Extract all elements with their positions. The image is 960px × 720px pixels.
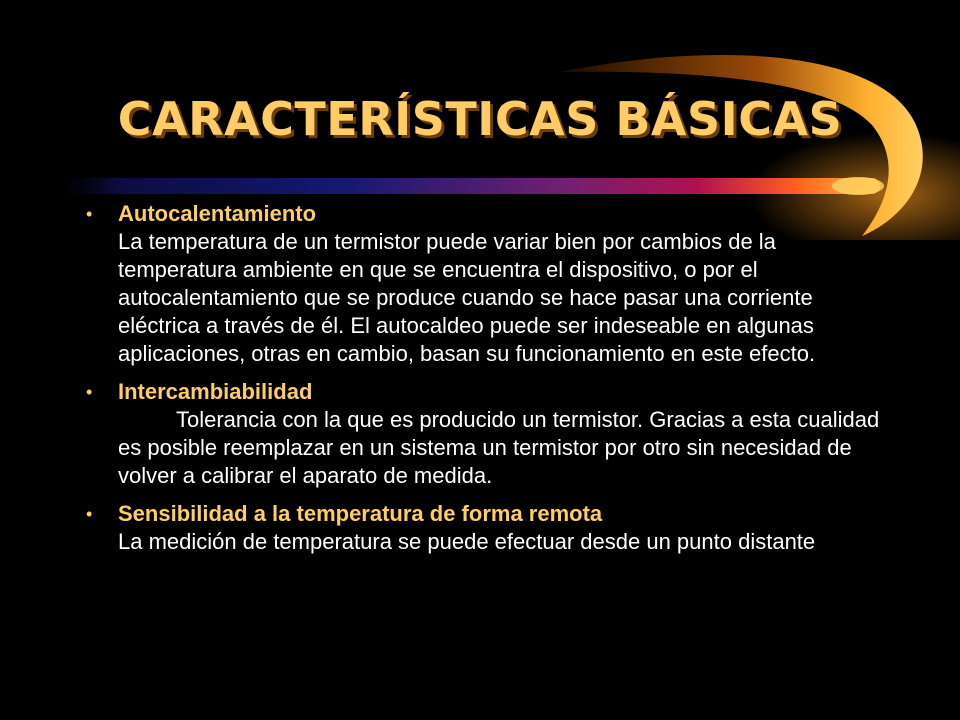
bullet-heading: Sensibilidad a la temperatura de forma remota [118,501,603,526]
bullet-heading: Autocalentamiento [118,201,317,226]
bullet-text: La medición de temperatura se puede efectuar desde un punto distante [118,529,816,554]
bullet-item-sensibilidad [86,500,896,556]
bullet-dot-icon: • [86,382,93,402]
bullet-text-wrapper [118,406,896,490]
swoosh-highlight [832,177,884,195]
bullet-dot-icon: • [86,204,93,224]
bullet-item-intercambiabilidad [86,378,896,490]
swoosh-bar [50,178,880,194]
bullet-heading: Intercambiabilidad [118,379,313,404]
slide-title: CARACTERÍSTICAS BÁSICAS [117,92,843,146]
bullet-text: Tolerancia con la que es producido un termistor. Gracias a esta cualidad es posible reemplazar en un sistema un termistor por otro sin necesidad de volver a calibrar el aparato de medida. [118,407,880,488]
bullet-dot-icon: • [86,504,93,524]
bullet-item-autocalentamiento [86,200,896,368]
bullet-list [86,200,896,566]
bullet-text: La temperatura de un termistor puede variar bien por cambios de la temperatura ambiente en que se encuentra el dispositivo, o por el autocalentamiento que se produce cuando se hace pasar una corriente eléctrica a través de él. El autocaldeo puede ser indeseable en algunas aplicaciones, otras en cambio, basan su funcionamiento en este efecto. [118,229,816,366]
